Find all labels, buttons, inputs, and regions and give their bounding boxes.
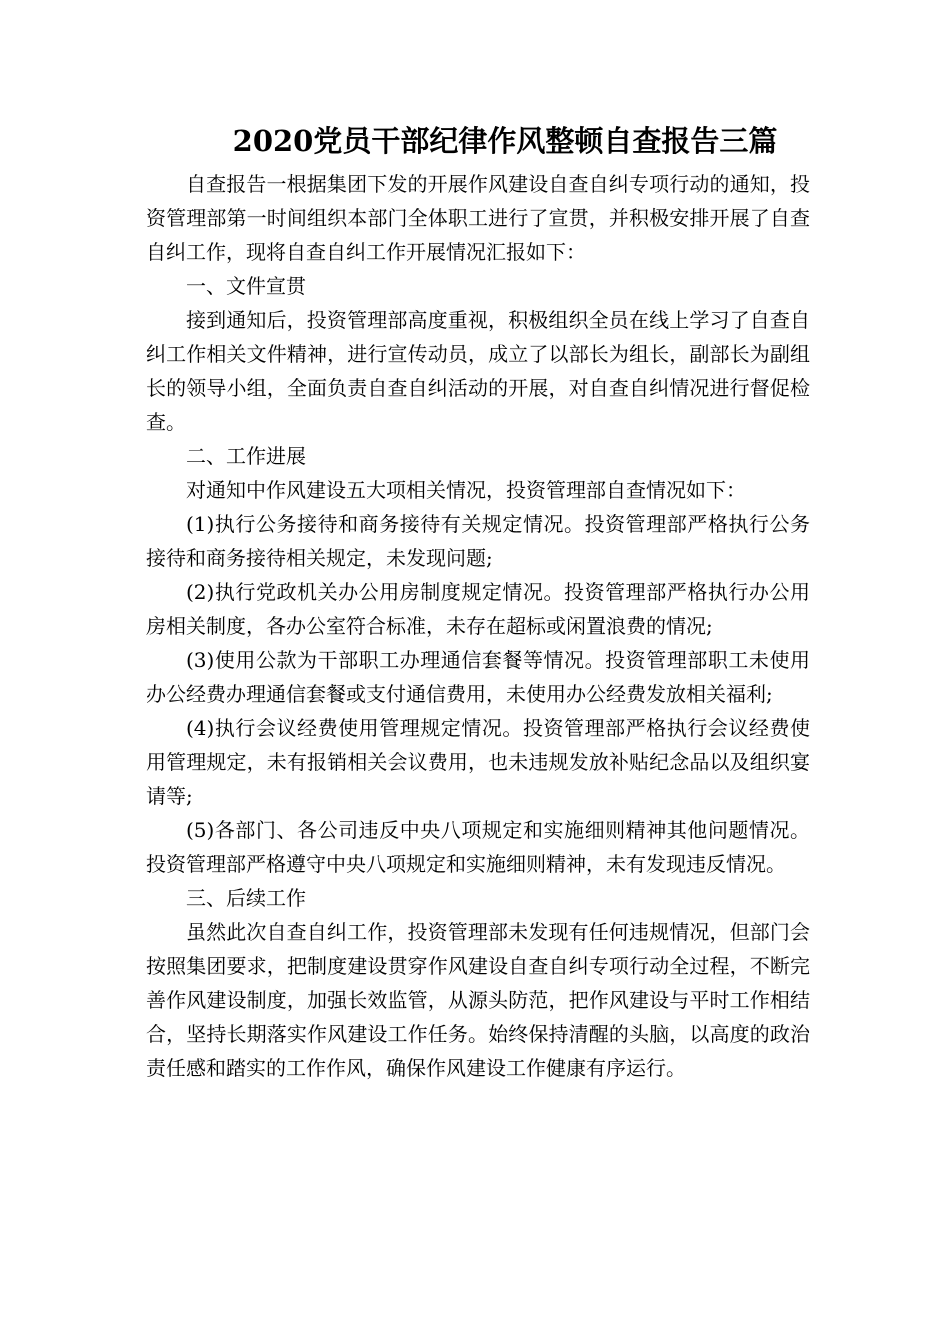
list-item-5: (5)各部门、各公司违反中央八项规定和实施细则精神其他问题情况。投资管理部严格遵守中央八项规定和实施细则精神，未有发现违反情况。 (146, 818, 810, 876)
document-title: 2020党员干部纪律作风整顿自查报告三篇 (232, 124, 778, 158)
list-item-1: (1)执行公务接待和商务接待有关规定情况。投资管理部严格执行公务接待和商务接待相关规定，未发现问题; (146, 512, 810, 570)
paragraph-intro: 自查报告一根据集团下发的开展作风建设自查自纠专项行动的通知，投资管理部第一时间组织本部门全体职工进行了宣贯，并积极安排开展了自查自纠工作，现将自查自纠工作开展情况汇报如下： (146, 172, 810, 264)
section-heading-1: 一、文件宣贯 (186, 274, 306, 298)
paragraph-section-2-intro: 对通知中作风建设五大项相关情况，投资管理部自查情况如下： (186, 478, 746, 502)
paragraph-section-3: 虽然此次自查自纠工作，投资管理部未发现有任何违规情况，但部门会按照集团要求，把制度建设贯穿作风建设自查自纠专项行动全过程，不断完善作风建设制度，加强长效监管，从源头防范，把作风建设与平时工作相结合，坚持长期落实作风建设工作任务。始终保持清醒的头脑，以高度的政治责任感和踏实的工作作风，确保作风建设工作健康有序运行。 (146, 920, 810, 1080)
document-body (146, 167, 810, 1085)
list-item-2: (2)执行党政机关办公用房制度规定情况。投资管理部严格执行办公用房相关制度，各办公室符合标准，未存在超标或闲置浪费的情况; (146, 580, 810, 638)
section-heading-2: 二、工作进展 (186, 444, 306, 468)
section-heading-3: 三、后续工作 (186, 886, 306, 910)
list-item-3: (3)使用公款为干部职工办理通信套餐等情况。投资管理部职工未使用办公经费办理通信套餐或支付通信费用，未使用办公经费发放相关福利; (146, 648, 810, 706)
paragraph-section-1: 接到通知后，投资管理部高度重视，积极组织全员在线上学习了自查自纠工作相关文件精神，进行宣传动员，成立了以部长为组长，副部长为副组长的领导小组，全面负责自查自纠活动的开展，对自查自纠情况进行督促检查。 (146, 308, 810, 434)
list-item-4: (4)执行会议经费使用管理规定情况。投资管理部严格执行会议经费使用管理规定，未有报销相关会议费用，也未违规发放补贴纪念品以及组织宴请等; (146, 716, 810, 808)
